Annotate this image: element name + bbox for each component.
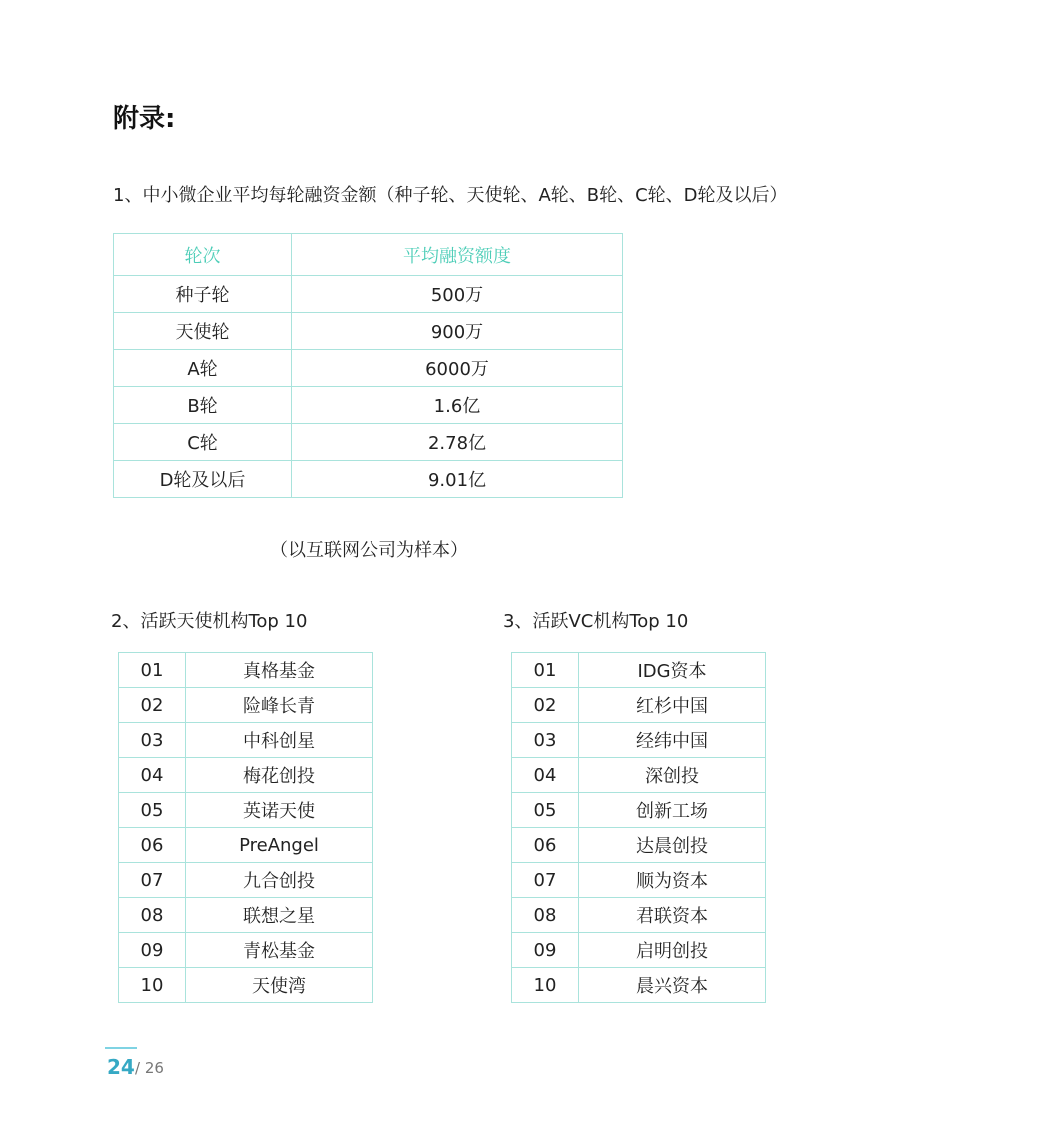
amount-cell: 900万 bbox=[292, 313, 623, 350]
table-header-row bbox=[114, 234, 623, 276]
rank-cell: 05 bbox=[119, 793, 186, 828]
rank-cell: 02 bbox=[119, 688, 186, 723]
angel-investors-table bbox=[118, 652, 373, 1003]
rank-cell: 08 bbox=[119, 898, 186, 933]
table-row bbox=[119, 688, 373, 723]
round-cell: A轮 bbox=[114, 350, 292, 387]
institution-cell: PreAngel bbox=[186, 828, 373, 863]
institution-cell: 险峰长青 bbox=[186, 688, 373, 723]
amount-cell: 500万 bbox=[292, 276, 623, 313]
rank-cell: 08 bbox=[512, 898, 579, 933]
rank-cell: 05 bbox=[512, 793, 579, 828]
table-row bbox=[119, 723, 373, 758]
table-row bbox=[512, 653, 766, 688]
page-total: / 26 bbox=[135, 1059, 164, 1077]
table-row bbox=[512, 793, 766, 828]
section-2-title: 2、活跃天使机构Top 10 bbox=[111, 611, 308, 632]
table-row bbox=[512, 863, 766, 898]
institution-cell: 英诺天使 bbox=[186, 793, 373, 828]
institution-cell: 梅花创投 bbox=[186, 758, 373, 793]
table-row bbox=[512, 758, 766, 793]
table-row bbox=[512, 828, 766, 863]
section-3-title: 3、活跃VC机构Top 10 bbox=[503, 611, 689, 632]
section-1-title: 1、中小微企业平均每轮融资金额（种子轮、天使轮、A轮、B轮、C轮、D轮及以后） bbox=[113, 185, 788, 206]
rank-cell: 04 bbox=[512, 758, 579, 793]
table-row bbox=[119, 933, 373, 968]
table-row bbox=[114, 350, 623, 387]
amount-cell: 1.6亿 bbox=[292, 387, 623, 424]
institution-cell: 经纬中国 bbox=[579, 723, 766, 758]
rank-cell: 09 bbox=[512, 933, 579, 968]
page-indicator-bar bbox=[105, 1047, 137, 1049]
table-row bbox=[512, 898, 766, 933]
table-row bbox=[119, 968, 373, 1003]
table-row bbox=[512, 933, 766, 968]
table-row bbox=[114, 461, 623, 498]
column-header-average-amount: 平均融资额度 bbox=[292, 234, 623, 276]
institution-cell: 真格基金 bbox=[186, 653, 373, 688]
sample-note: （以互联网公司为样本） bbox=[270, 540, 468, 561]
table-row bbox=[114, 387, 623, 424]
table-row bbox=[119, 863, 373, 898]
rank-cell: 01 bbox=[119, 653, 186, 688]
institution-cell: 顺为资本 bbox=[579, 863, 766, 898]
column-header-round: 轮次 bbox=[114, 234, 292, 276]
page-heading: 附录: bbox=[113, 104, 176, 134]
amount-cell: 2.78亿 bbox=[292, 424, 623, 461]
table-row bbox=[512, 723, 766, 758]
page-number: 24 bbox=[107, 1055, 135, 1079]
amount-cell: 6000万 bbox=[292, 350, 623, 387]
institution-cell: 深创投 bbox=[579, 758, 766, 793]
institution-cell: 创新工场 bbox=[579, 793, 766, 828]
rank-cell: 06 bbox=[119, 828, 186, 863]
table-row bbox=[119, 653, 373, 688]
institution-cell: 九合创投 bbox=[186, 863, 373, 898]
vc-investors-table bbox=[511, 652, 766, 1003]
institution-cell: 君联资本 bbox=[579, 898, 766, 933]
institution-cell: 启明创投 bbox=[579, 933, 766, 968]
rank-cell: 03 bbox=[119, 723, 186, 758]
rank-cell: 02 bbox=[512, 688, 579, 723]
institution-cell: 青松基金 bbox=[186, 933, 373, 968]
rank-cell: 07 bbox=[512, 863, 579, 898]
institution-cell: 红杉中国 bbox=[579, 688, 766, 723]
rank-cell: 06 bbox=[512, 828, 579, 863]
institution-cell: 天使湾 bbox=[186, 968, 373, 1003]
table-row bbox=[512, 688, 766, 723]
table-row bbox=[119, 898, 373, 933]
institution-cell: 晨兴资本 bbox=[579, 968, 766, 1003]
rank-cell: 03 bbox=[512, 723, 579, 758]
round-cell: D轮及以后 bbox=[114, 461, 292, 498]
round-cell: C轮 bbox=[114, 424, 292, 461]
rank-cell: 10 bbox=[512, 968, 579, 1003]
round-cell: B轮 bbox=[114, 387, 292, 424]
table-row bbox=[512, 968, 766, 1003]
rank-cell: 07 bbox=[119, 863, 186, 898]
institution-cell: IDG资本 bbox=[579, 653, 766, 688]
institution-cell: 联想之星 bbox=[186, 898, 373, 933]
table-row bbox=[119, 828, 373, 863]
round-cell: 天使轮 bbox=[114, 313, 292, 350]
table-row bbox=[114, 313, 623, 350]
round-cell: 种子轮 bbox=[114, 276, 292, 313]
rank-cell: 01 bbox=[512, 653, 579, 688]
table-row bbox=[119, 758, 373, 793]
institution-cell: 达晨创投 bbox=[579, 828, 766, 863]
table-row bbox=[114, 424, 623, 461]
rank-cell: 09 bbox=[119, 933, 186, 968]
table-row bbox=[119, 793, 373, 828]
institution-cell: 中科创星 bbox=[186, 723, 373, 758]
funding-rounds-table bbox=[113, 233, 623, 498]
table-row bbox=[114, 276, 623, 313]
rank-cell: 04 bbox=[119, 758, 186, 793]
rank-cell: 10 bbox=[119, 968, 186, 1003]
amount-cell: 9.01亿 bbox=[292, 461, 623, 498]
